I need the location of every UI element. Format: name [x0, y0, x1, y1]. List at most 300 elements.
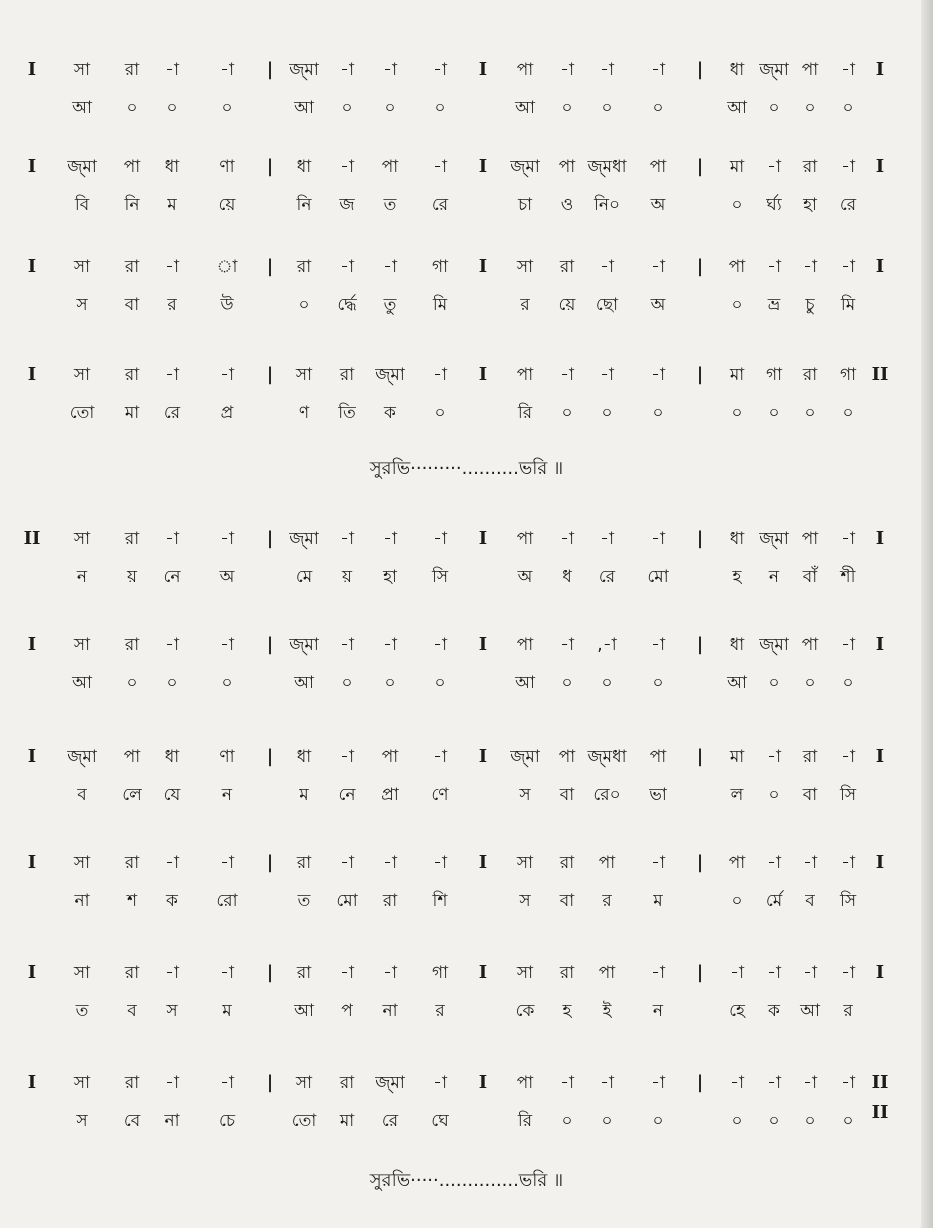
swara-note: রা — [124, 963, 140, 983]
bar-line: | — [266, 852, 274, 873]
swara-note: সা — [73, 365, 91, 385]
notes-row — [20, 152, 910, 182]
lyric-syllable: ০ — [298, 295, 310, 315]
swara-note: গা — [431, 963, 449, 983]
swara-note: পা — [381, 747, 399, 767]
lyric-syllable: রা — [382, 891, 398, 911]
lyric-syllable: নি — [296, 195, 312, 215]
swara-note: -া — [433, 365, 447, 385]
swara-note: পা — [558, 747, 576, 767]
lyric-syllable: ন — [768, 567, 780, 587]
swara-note: পা — [649, 747, 667, 767]
swara-note: ধা — [164, 157, 180, 177]
lyric-syllable: মি — [840, 295, 856, 315]
lyric-syllable: শ — [126, 891, 138, 911]
swara-note: রা — [339, 365, 355, 385]
swara-note: -া — [651, 529, 665, 549]
lyric-syllable: ০ — [166, 98, 178, 118]
lyric-syllable: র — [167, 295, 177, 315]
bar-line: | — [696, 256, 704, 277]
lyric-syllable: রো — [216, 891, 238, 911]
lyrics-row — [20, 668, 910, 698]
swara-note: -া — [803, 963, 817, 983]
swara-note: সা — [516, 853, 534, 873]
bar-line: I — [478, 746, 488, 767]
swara-note: -া — [433, 747, 447, 767]
swara-note: -া — [730, 963, 744, 983]
swara-note: জ্মা — [289, 529, 319, 549]
lyric-syllable: রে — [163, 403, 181, 423]
bar-line: I — [27, 156, 37, 177]
lyric-syllable: ০ — [842, 1111, 854, 1131]
bar-line: | — [266, 528, 274, 549]
lyric-syllable: নে — [338, 785, 356, 805]
lyric-syllable: ০ — [434, 673, 446, 693]
swara-note: ধা — [296, 157, 312, 177]
lyrics-row — [20, 886, 910, 916]
swara-note: রা — [802, 365, 818, 385]
swara-note: সা — [295, 1073, 313, 1093]
swara-note: রা — [339, 1073, 355, 1093]
swara-note: রা — [802, 157, 818, 177]
notes-row — [20, 360, 910, 390]
lyric-syllable: র — [435, 1001, 445, 1021]
bar-line: I — [478, 256, 488, 277]
lyric-syllable: না — [164, 1111, 180, 1131]
swara-note: -া — [165, 365, 179, 385]
lyric-syllable: ০ — [768, 673, 780, 693]
swara-note: জ্মা — [375, 1073, 405, 1093]
swara-note: জ্মা — [510, 157, 540, 177]
swara-note: -া — [340, 853, 354, 873]
swara-note: মা — [729, 747, 745, 767]
swara-note: -া — [600, 529, 614, 549]
lyric-syllable: ০ — [601, 98, 613, 118]
swara-note: সা — [73, 529, 91, 549]
swara-note: -া — [165, 635, 179, 655]
swara-note: -া — [340, 157, 354, 177]
lyric-syllable: ০ — [601, 673, 613, 693]
notation-system — [20, 252, 910, 332]
notes-row — [20, 742, 910, 772]
lyric-syllable: ভা — [649, 785, 667, 805]
swara-note: -া — [433, 60, 447, 80]
lyric-syllable: না — [382, 1001, 398, 1021]
lyric-syllable: ০ — [731, 195, 743, 215]
lyric-syllable: অ — [219, 567, 235, 587]
lyric-syllable: লে — [122, 785, 142, 805]
lyric-syllable: য় — [341, 567, 352, 587]
swara-note: ধা — [164, 747, 180, 767]
lyric-syllable: ০ — [434, 403, 446, 423]
lyric-syllable: তি — [338, 403, 356, 423]
swara-note: -া — [383, 963, 397, 983]
lyric-syllable: আ — [294, 673, 314, 693]
lyric-syllable: হ — [732, 567, 742, 587]
notation-system — [20, 630, 910, 710]
lyric-syllable: তু — [383, 295, 397, 315]
notes-row — [20, 524, 910, 554]
bar-line: I — [875, 256, 885, 277]
bar-line: I — [27, 852, 37, 873]
swara-note: -া — [600, 365, 614, 385]
lyric-syllable: রি — [517, 403, 533, 423]
lyric-syllable: র্দ্ধে — [337, 295, 357, 315]
swara-note: -া — [340, 963, 354, 983]
swara-note: -া — [220, 1073, 234, 1093]
lyric-syllable: ই — [602, 1001, 612, 1021]
swara-note: জ্মা — [289, 60, 319, 80]
bar-line: I — [27, 962, 37, 983]
lyrics-row — [20, 562, 910, 592]
bar-line: II II — [871, 1072, 889, 1123]
bar-line: I — [478, 634, 488, 655]
lyrics-row — [20, 398, 910, 428]
swara-note: রা — [124, 635, 140, 655]
lyric-syllable: ০ — [652, 1111, 664, 1131]
lyric-syllable: ০ — [768, 1111, 780, 1131]
swara-note: -া — [220, 853, 234, 873]
lyric-syllable: বা — [559, 785, 575, 805]
swara-note: -া — [803, 1073, 817, 1093]
swara-note: পা — [123, 157, 141, 177]
swara-note: রা — [296, 853, 312, 873]
swara-note: ধা — [729, 635, 745, 655]
lyric-syllable: ব — [127, 1001, 137, 1021]
lyric-syllable: ণ — [298, 403, 310, 423]
notes-row — [20, 958, 910, 988]
lyric-syllable: ম — [167, 195, 177, 215]
swara-note: পা — [728, 853, 746, 873]
swara-note: সা — [73, 635, 91, 655]
lyric-syllable: আ — [72, 98, 92, 118]
notation-system — [20, 524, 910, 604]
swara-note: জ্মা — [289, 635, 319, 655]
lyric-syllable: য়ে — [218, 195, 236, 215]
swara-note: -া — [165, 60, 179, 80]
swara-note: -া — [220, 529, 234, 549]
bar-line: I — [478, 528, 488, 549]
lyric-syllable: নি — [124, 195, 140, 215]
lyric-syllable: ন — [76, 567, 88, 587]
bar-line: | — [266, 746, 274, 767]
swara-note: -া — [560, 365, 574, 385]
swara-note: -া — [340, 257, 354, 277]
swara-note: -া — [767, 963, 781, 983]
notes-row — [20, 252, 910, 282]
lyric-syllable: অ — [650, 295, 666, 315]
notation-system — [20, 742, 910, 822]
lyric-syllable: ০ — [561, 403, 573, 423]
notation-system — [20, 152, 910, 232]
swara-note: -া — [841, 60, 855, 80]
lyric-syllable: রে — [598, 567, 616, 587]
swara-note: -া — [651, 365, 665, 385]
lyric-syllable: প — [341, 1001, 353, 1021]
swara-note: -া — [340, 60, 354, 80]
swara-note: -া — [383, 529, 397, 549]
swara-note: সা — [516, 257, 534, 277]
swara-note: রা — [124, 853, 140, 873]
lyric-syllable: ০ — [731, 295, 743, 315]
bar-line: I — [478, 852, 488, 873]
swara-note: গা — [431, 257, 449, 277]
lyric-syllable: সি — [839, 785, 857, 805]
lyric-syllable: ০ — [384, 98, 396, 118]
lyric-syllable: ন — [652, 1001, 664, 1021]
bar-line: | — [696, 746, 704, 767]
swara-note: -া — [340, 635, 354, 655]
lyrics-row — [20, 1106, 910, 1136]
swara-note: -া — [433, 157, 447, 177]
swara-note: রা — [559, 963, 575, 983]
lyric-syllable: আ — [515, 673, 535, 693]
swara-note: -া — [767, 257, 781, 277]
lyric-syllable: আ — [800, 1001, 820, 1021]
lyric-syllable: ল — [730, 785, 744, 805]
lyric-syllable: সি — [431, 567, 449, 587]
swara-note: ,-া — [597, 635, 617, 655]
lyric-syllable: ০ — [384, 673, 396, 693]
swara-note: ধা — [296, 747, 312, 767]
page-edge-shadow — [921, 0, 933, 1228]
swara-note: -া — [600, 60, 614, 80]
lyric-syllable: ব — [805, 891, 815, 911]
swara-note: পা — [801, 529, 819, 549]
lyric-syllable: ম — [653, 891, 663, 911]
lyric-syllable: নে — [163, 567, 181, 587]
lyric-syllable: ০ — [341, 673, 353, 693]
lyric-syllable: বি — [74, 195, 90, 215]
swara-note: -া — [841, 529, 855, 549]
lyric-syllable: ০ — [126, 673, 138, 693]
notation-system — [20, 55, 910, 135]
notes-row — [20, 1068, 910, 1123]
swara-note: -া — [651, 60, 665, 80]
swara-note: -া — [803, 853, 817, 873]
lyric-syllable: ০ — [652, 673, 664, 693]
lyric-syllable: আ — [727, 673, 747, 693]
lyric-syllable: তো — [291, 1111, 317, 1131]
lyric-syllable: মে — [295, 567, 313, 587]
lyric-syllable: ০ — [731, 891, 743, 911]
swara-note: -া — [767, 747, 781, 767]
swara-note: জ্মা — [375, 365, 405, 385]
swara-note: রা — [124, 1073, 140, 1093]
swara-note: পা — [123, 747, 141, 767]
lyric-syllable: ০ — [768, 785, 780, 805]
lyric-syllable: না — [74, 891, 90, 911]
lyric-syllable: ০ — [804, 403, 816, 423]
notation-system — [20, 848, 910, 928]
swara-note: -া — [651, 1073, 665, 1093]
bar-line: I — [27, 256, 37, 277]
swara-note: -া — [220, 963, 234, 983]
bar-line: I — [875, 962, 885, 983]
swara-note: মা — [729, 365, 745, 385]
lyric-syllable: ০ — [166, 673, 178, 693]
lyrics-row — [20, 996, 910, 1026]
lyric-syllable: মা — [339, 1111, 355, 1131]
swara-note: -া — [383, 60, 397, 80]
lyric-syllable: র — [843, 1001, 853, 1021]
lyric-syllable: সি — [839, 891, 857, 911]
bar-line: I — [875, 156, 885, 177]
lyric-syllable: ক — [768, 1001, 780, 1021]
swara-note: রা — [124, 365, 140, 385]
bar-line: I — [875, 634, 885, 655]
lyric-syllable: ণে — [431, 785, 449, 805]
swara-note: সা — [73, 853, 91, 873]
swara-note: ধা — [729, 529, 745, 549]
lyric-syllable: ব — [77, 785, 87, 805]
lyric-syllable: রি — [517, 1111, 533, 1131]
swara-note: পা — [598, 853, 616, 873]
swara-note: রা — [124, 257, 140, 277]
swara-note: -া — [383, 635, 397, 655]
swara-note: -া — [841, 157, 855, 177]
lyric-syllable: হে — [729, 1001, 745, 1021]
lyric-syllable: ০ — [768, 98, 780, 118]
swara-note: -া — [165, 257, 179, 277]
lyric-syllable: ০ — [561, 98, 573, 118]
swara-note: -া — [433, 853, 447, 873]
bar-line: I — [478, 59, 488, 80]
lyric-syllable: ন — [221, 785, 233, 805]
lyric-syllable: কে — [515, 1001, 535, 1021]
swara-note: রা — [124, 60, 140, 80]
swara-note: রা — [296, 963, 312, 983]
lyric-syllable: অ — [517, 567, 533, 587]
swara-note: -া — [767, 1073, 781, 1093]
lyrics-row — [20, 290, 910, 320]
lyric-syllable: ০ — [652, 403, 664, 423]
swara-note: -া — [165, 853, 179, 873]
lyric-syllable: ০ — [731, 1111, 743, 1131]
bar-line: I — [478, 1072, 488, 1093]
swara-note: গা — [839, 365, 857, 385]
bar-line: I — [875, 746, 885, 767]
lyric-syllable: রে — [839, 195, 857, 215]
swara-note: ণা — [219, 747, 235, 767]
lyric-syllable: রে০ — [593, 785, 621, 805]
swara-note: -া — [165, 963, 179, 983]
lyric-syllable: নি০ — [593, 195, 621, 215]
bar-line: II — [23, 528, 41, 549]
swara-note: পা — [598, 963, 616, 983]
swara-note: -া — [383, 853, 397, 873]
bar-line: | — [266, 364, 274, 385]
swara-note: -া — [340, 529, 354, 549]
swara-note: জ্মা — [759, 529, 789, 549]
swara-note: পা — [516, 60, 534, 80]
lyric-syllable: যে — [163, 785, 181, 805]
lyric-syllable: শী — [840, 567, 856, 587]
lyric-syllable: উ — [220, 295, 234, 315]
swara-note: -া — [433, 529, 447, 549]
swara-note: পা — [381, 157, 399, 177]
swara-note: গা — [765, 365, 783, 385]
colophon: সুরভি·········..........ভরি ॥ — [369, 458, 564, 479]
swara-note: -া — [340, 747, 354, 767]
bar-line: | — [696, 962, 704, 983]
lyric-syllable: মা — [124, 403, 140, 423]
bar-line: I — [478, 364, 488, 385]
swara-note: -া — [600, 1073, 614, 1093]
lyric-syllable: আ — [72, 673, 92, 693]
swara-note: জ্মা — [67, 157, 97, 177]
notation-system — [20, 360, 910, 440]
notes-row — [20, 848, 910, 878]
bar-line: | — [696, 1072, 704, 1093]
swara-note: -া — [730, 1073, 744, 1093]
bar-line: | — [266, 1072, 274, 1093]
lyric-syllable: ০ — [768, 403, 780, 423]
colophon: সুরভি·····..............ভরি ॥ — [369, 1170, 564, 1191]
lyric-syllable: প্র — [220, 403, 234, 423]
bar-line: | — [266, 156, 274, 177]
bar-line: | — [266, 962, 274, 983]
swara-note: -া — [803, 257, 817, 277]
notation-system — [20, 958, 910, 1038]
lyric-syllable: স — [166, 1001, 178, 1021]
lyric-syllable: য়ে — [558, 295, 576, 315]
lyric-syllable: স — [519, 891, 531, 911]
bar-line: I — [27, 1072, 37, 1093]
lyric-syllable: ০ — [731, 403, 743, 423]
lyric-syllable: চা — [517, 195, 533, 215]
lyric-syllable: ০ — [842, 403, 854, 423]
bar-line: | — [696, 634, 704, 655]
lyric-syllable: ত — [297, 891, 311, 911]
lyric-syllable: স — [76, 1111, 88, 1131]
swara-note: -া — [841, 747, 855, 767]
swara-note: সা — [516, 963, 534, 983]
bar-line: | — [696, 852, 704, 873]
swara-note: সা — [73, 1073, 91, 1093]
swara-note: জ্মা — [759, 635, 789, 655]
swara-note: -া — [433, 635, 447, 655]
bar-line: | — [696, 528, 704, 549]
lyric-syllable: স — [519, 785, 531, 805]
lyric-syllable: বা — [559, 891, 575, 911]
notes-row — [20, 55, 910, 85]
swara-note: রা — [124, 529, 140, 549]
swara-note: -া — [165, 1073, 179, 1093]
bar-line: I — [875, 528, 885, 549]
swara-note: -া — [433, 1073, 447, 1093]
lyric-syllable: র্ঘ্য — [766, 195, 782, 215]
bar-line: | — [266, 256, 274, 277]
swara-note: জ্মা — [67, 747, 97, 767]
lyric-syllable: রে — [381, 1111, 399, 1131]
lyric-syllable: ০ — [601, 1111, 613, 1131]
swara-note: পা — [516, 635, 534, 655]
lyric-syllable: ক — [384, 403, 396, 423]
lyric-syllable: বে — [123, 1111, 141, 1131]
lyric-syllable: জ — [339, 195, 355, 215]
bar-line: | — [696, 156, 704, 177]
bar-line: | — [696, 59, 704, 80]
lyric-syllable: ০ — [842, 98, 854, 118]
lyric-syllable: য় — [126, 567, 137, 587]
lyric-syllable: মো — [336, 891, 358, 911]
lyric-syllable: ০ — [652, 98, 664, 118]
swara-note: জ্মা — [510, 747, 540, 767]
swara-note: জ্মধা — [587, 157, 627, 177]
swara-note: ণা — [219, 157, 235, 177]
lyric-syllable: প্রা — [381, 785, 399, 805]
